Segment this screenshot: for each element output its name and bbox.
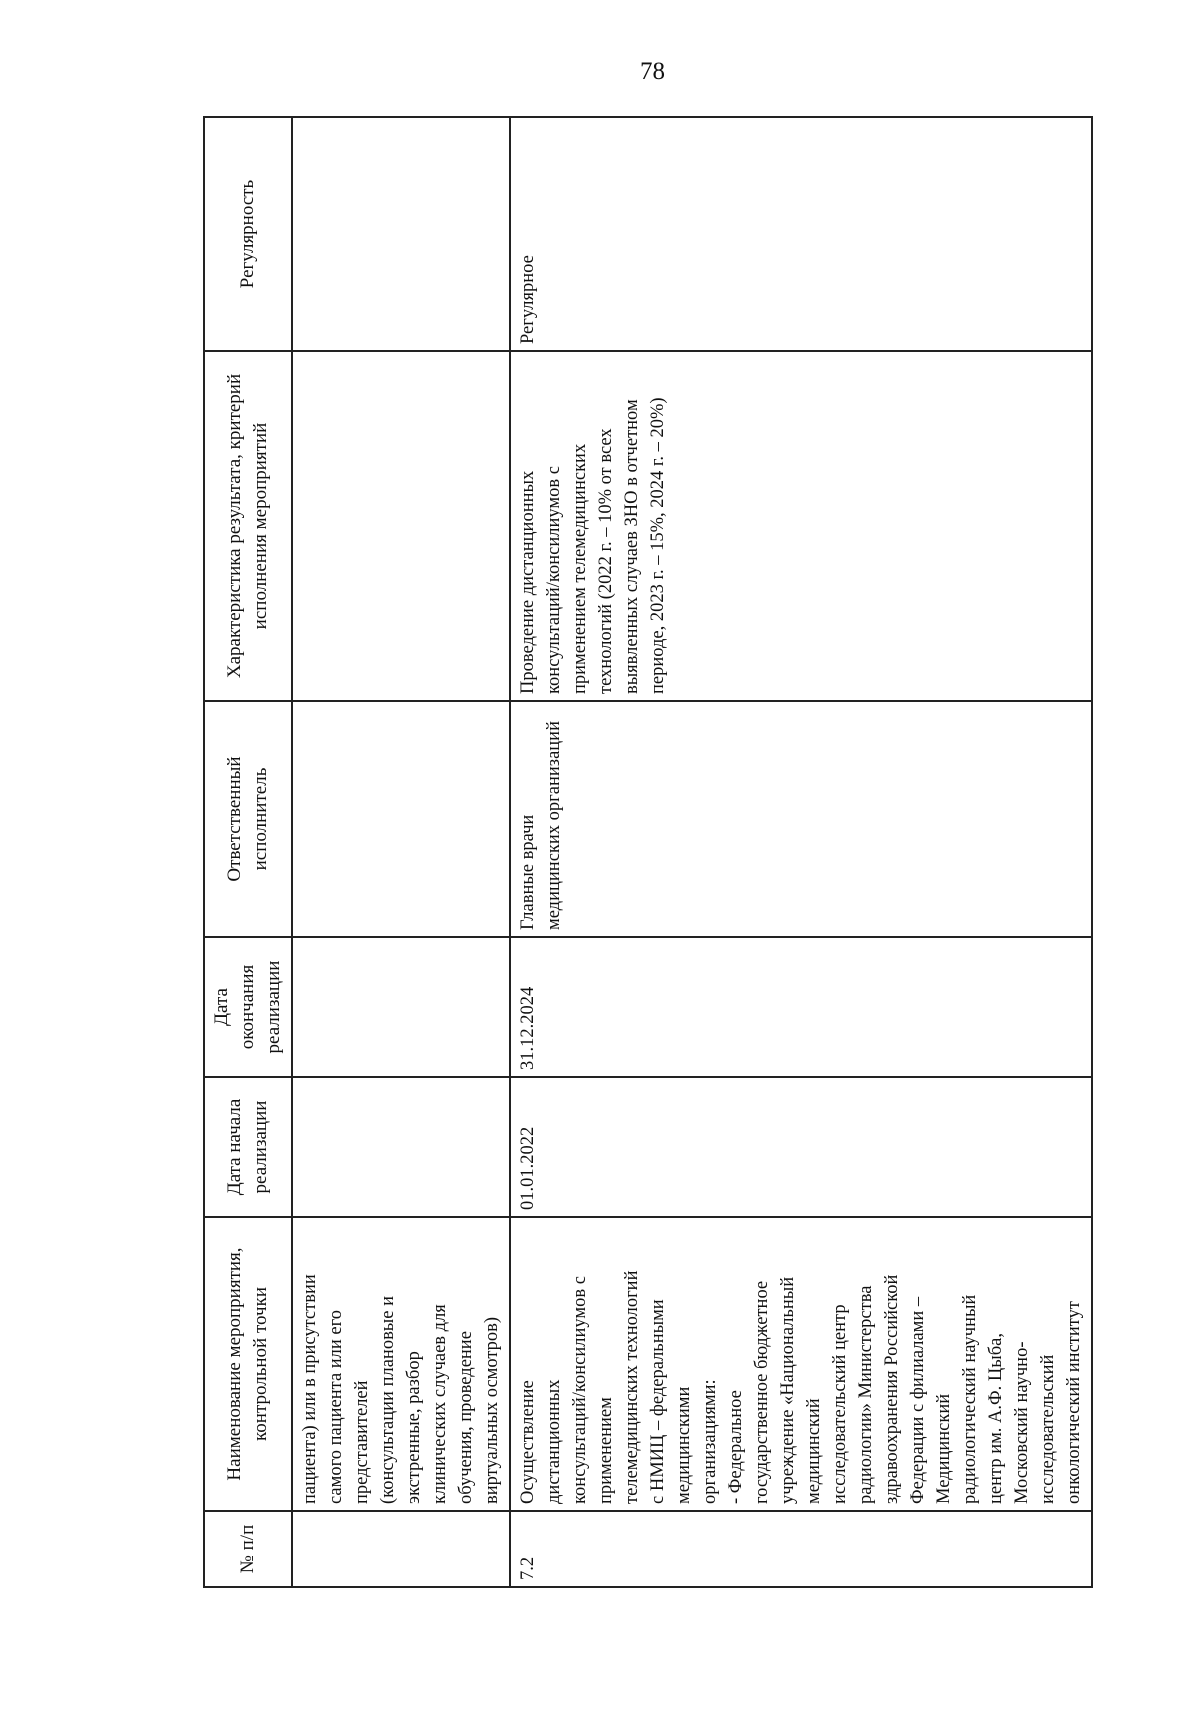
name-line: радиологический научный (960, 1294, 980, 1504)
name-line: онкологический институт (1064, 1301, 1084, 1504)
name-line: здравоохранения Российской (882, 1274, 902, 1504)
name-line: Московский научно- (1012, 1341, 1032, 1504)
name-line: применением (596, 1397, 616, 1504)
name-line: Медицинский (934, 1393, 954, 1504)
page-number: 78 (640, 58, 665, 85)
name-line: (консультации плановые и (378, 1296, 398, 1504)
name-line: Осуществление (518, 1380, 538, 1504)
cell-end-date: 31.12.2024 (510, 937, 1092, 1077)
name-line: организациями: (700, 1379, 720, 1504)
cell-name (510, 1217, 1092, 1511)
table-row-continuation (292, 117, 510, 1587)
rotated-table (203, 118, 1200, 1588)
name-line: - Федеральное (726, 1390, 746, 1504)
rotated-table-wrapper (203, 118, 1200, 1588)
name-line: экстренные, разбор (404, 1351, 424, 1504)
name-line: обучения, проведение (456, 1331, 476, 1504)
header-executor: Ответственный исполнитель (204, 701, 292, 937)
name-line: виртуальных осмотров) (482, 1316, 502, 1504)
name-line: медицинский (804, 1398, 824, 1504)
name-line: исследовательский центр (830, 1304, 850, 1504)
header-name: Наименование мероприятия, контрольной точки (204, 1217, 292, 1511)
cell-result (292, 351, 510, 701)
cell-start-date: 01.01.2022 (510, 1077, 1092, 1217)
name-line: клинических случаев для (430, 1304, 450, 1504)
cell-end-date (292, 937, 510, 1077)
name-line: учреждение «Национальный (778, 1276, 798, 1504)
name-line: с НМИЦ – федеральными (648, 1299, 668, 1504)
cell-start-date (292, 1077, 510, 1217)
header-row (204, 117, 292, 1587)
cell-result: Проведение дистанционных консультаций/консилиумов с применением телемедицинских технологий (2022 г. – 10% от всех выявленных случаев ЗНО в отчетном периоде, 2023 г. – 15%, 2024 г. – 20%) (510, 351, 1092, 701)
cell-executor (292, 701, 510, 937)
header-start-date: Дата начала реализации (204, 1077, 292, 1217)
name-line: Федерации с филиалами – (908, 1296, 928, 1504)
header-end-date: Дата окончания реализации (204, 937, 292, 1077)
cell-name (292, 1217, 510, 1511)
header-result: Характеристика результата, критерий исполнения мероприятий (204, 351, 292, 701)
name-line: представителей (352, 1380, 372, 1504)
name-line: исследовательский (1038, 1354, 1058, 1504)
cell-executor: Главные врачи медицинских организаций (510, 701, 1092, 937)
activity-plan-table (203, 116, 1093, 1588)
name-line: самого пациента или его (326, 1309, 346, 1504)
name-line: пациента) или в присутствии (300, 1274, 320, 1504)
name-line: дистанционных (544, 1379, 564, 1504)
name-line: государственное бюджетное (752, 1280, 772, 1504)
cell-regularity (292, 117, 510, 351)
name-line: центр им. А.Ф. Цыба, (986, 1333, 1006, 1504)
name-line: радиологии» Министерства (856, 1285, 876, 1504)
table-row-7-2 (510, 117, 1092, 1587)
cell-num: 7.2 (510, 1511, 1092, 1587)
name-line: медицинскими (674, 1386, 694, 1504)
header-num: № п/п (204, 1511, 292, 1587)
name-line: консультаций/консилиумов с (570, 1276, 590, 1504)
cell-num (292, 1511, 510, 1587)
header-regularity: Регулярность (204, 117, 292, 351)
cell-regularity: Регулярное (510, 117, 1092, 351)
name-line: телемедицинских технологий (622, 1270, 642, 1504)
